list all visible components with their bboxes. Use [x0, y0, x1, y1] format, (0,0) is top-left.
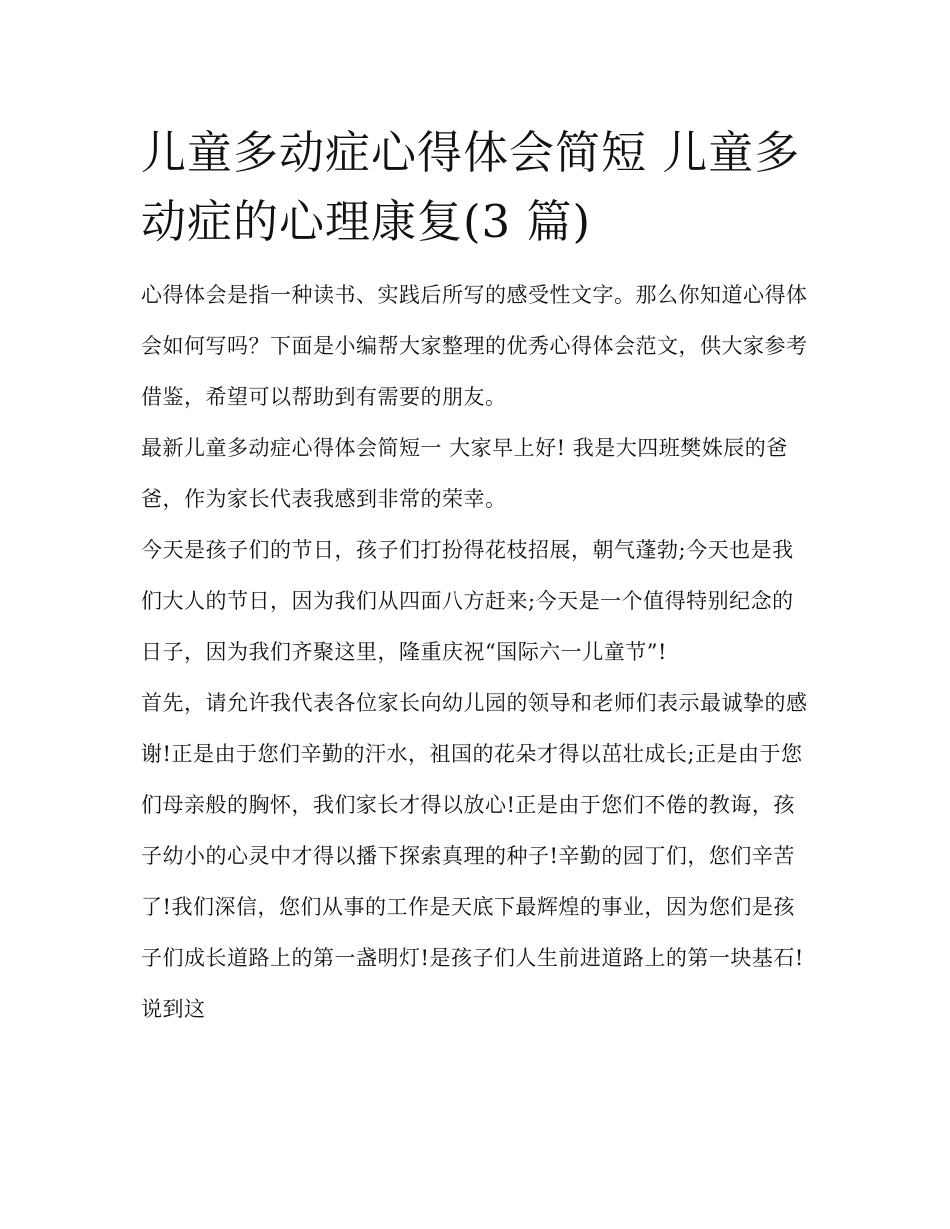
paragraph-festival: 今天是孩子们的节日，孩子们打扮得花枝招展，朝气蓬勃;今天也是我们大人的节日，因为我们从四面八方赶来;今天是一个值得特别纪念的日子，因为我们齐聚这里，隆重庆祝“国际六一儿童节”! — [141, 538, 794, 664]
document-body — [141, 270, 813, 1035]
document-title: 儿童多动症心得体会简短 儿童多动症的心理康复(3 篇) — [141, 126, 801, 248]
paragraph-intro: 心得体会是指一种读书、实践后所写的感受性文字。那么你知道心得体会如何写吗？下面是小编帮大家整理的优秀心得体会范文，供大家参考借鉴，希望可以帮助到有需要的朋友。 — [141, 283, 808, 409]
document-page — [141, 118, 813, 1035]
paragraph-thanks: 首先，请允许我代表各位家长向幼儿园的领导和老师们表示最诚挚的感谢!正是由于您们辛勤的汗水，祖国的花朵才得以茁壮成长;正是由于您们母亲般的胸怀，我们家长才得以放心!正是由于您们不倦的教诲，孩子幼小的心灵中才得以播下探索真理的种子!辛勤的园丁们，您们辛苦了!我们深信，您们从事的工作是天底下最辉煌的事业，因为您们是孩子们成长道路上的第一盏明灯!是孩子们人生前进道路上的第一块基石!说到这 — [141, 691, 808, 1021]
paragraph-greeting: 最新儿童多动症心得体会简短一 大家早上好! 我是大四班樊姝辰的爸爸，作为家长代表我感到非常的荣幸。 — [141, 436, 788, 511]
